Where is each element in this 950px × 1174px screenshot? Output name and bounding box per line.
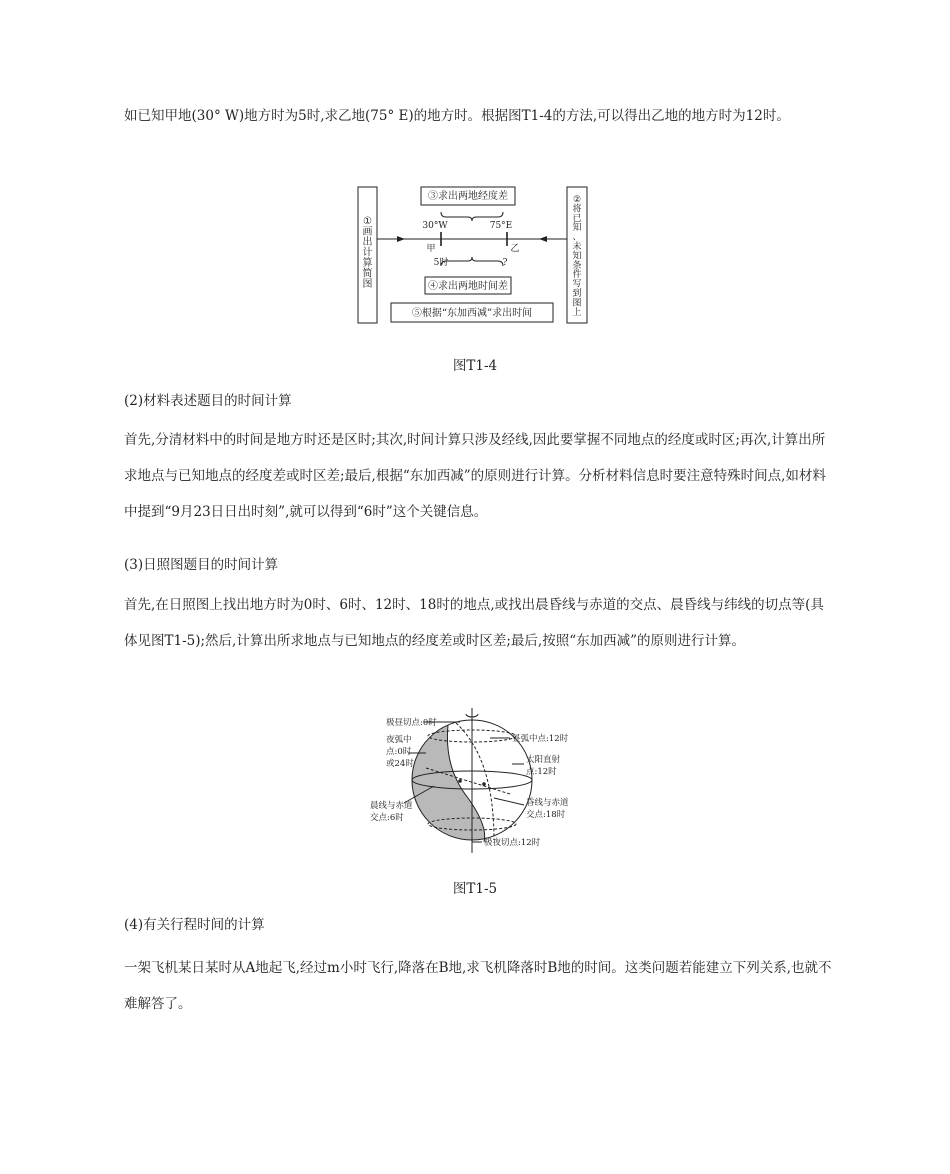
right-step-char: 、 (572, 232, 582, 243)
right-step-char: 知 (572, 251, 582, 262)
right-step-char: ② (572, 195, 582, 205)
right-step-char: 未 (572, 242, 582, 252)
right-step-char: 将 (572, 204, 582, 215)
night-mid-label-3: 或24时 (386, 759, 414, 769)
sun-label-1: 太阳直射 (526, 755, 561, 765)
bottom-step-text: ⑤根据“东加西减”求出时间 (411, 308, 533, 319)
illumination-paragraph: 首先,在日照图上找出地方时为0时、6时、12时、18时的地点,或找出晨昏线与赤道的交点、晨昏线与纬线的切点等(具体见图T1-5);然后,计算出所求地点与已知地点的经度差或时区差;最后,按照“东加西减”的原则进行计算。 (124, 597, 824, 649)
right-step-char: 已 (572, 213, 582, 224)
left-step-char: 计 (362, 247, 373, 259)
right-step-char: 上 (572, 307, 582, 318)
dawn-label-2: 交点:6时 (370, 813, 404, 823)
place-a-label: 甲 (426, 244, 436, 254)
right-step-char: 条 (572, 260, 582, 271)
left-step-char: 画 (362, 226, 373, 238)
night-mid-label-2: 点:0时 (386, 747, 412, 757)
left-step-char: ① (363, 216, 372, 227)
heading-2: (2)材料表述题目的时间计算 (124, 393, 292, 409)
right-step-char: 写 (572, 279, 582, 290)
figure2-caption: 图T1-5 (452, 881, 498, 897)
material-paragraph: 首先,分清材料中的时间是地方时还是区时;其次,时间计算只涉及经线,因此要掌握不同地点的经度或时区;再次,计算出所求地点与已知地点的经度差或时区差;最后,根据“东加西减”的原则进行计算。分析材料信息时要注意特殊时间点,如材料中提到“9月23日日出时刻”,就可以得到“6时”这个关键信息。 (124, 432, 826, 520)
dawn-label-1: 晨线与赤道 (370, 801, 413, 811)
left-step-char: 图 (362, 279, 373, 290)
figure1-caption: 图T1-4 (452, 358, 498, 374)
figure-t1-5 (364, 708, 594, 853)
time-a-label: 5时 (433, 258, 449, 268)
figure-t1-4 (355, 184, 595, 326)
left-step-char: 出 (362, 237, 373, 248)
travel-paragraph: 一架飞机某日某时从A地起飞,经过m小时飞行,降落在B地,求飞机降落时B地的时间。这类问题若能建立下列关系,也就不难解答了。 (124, 960, 832, 1012)
right-step-char: 图 (572, 298, 582, 309)
day-mid-label: 昼弧中点:12时 (512, 734, 569, 744)
right-step-char: 件 (572, 270, 582, 281)
right-step-char: 到 (572, 289, 582, 299)
sun-label-2: 点:12时 (526, 767, 557, 777)
right-step-char: 知 (572, 223, 582, 234)
dusk-label-1: 昏线与赤道 (526, 798, 569, 808)
left-step-char: 算 (362, 258, 373, 269)
time-b-label: ? (502, 258, 508, 268)
pole-top-label: 极昼切点:0时 (386, 718, 437, 728)
intro-paragraph: 如已知甲地(30° W)地方时为5时,求乙地(75° E)的地方时。根据图T1-4的方法,可以得出乙地的地方时为12时。 (124, 108, 790, 124)
lon-a-label: 30°W (422, 221, 448, 231)
left-step-char: 简 (362, 268, 373, 280)
lon-b-label: 75°E (489, 221, 513, 231)
top-step-text: ③求出两地经度差 (428, 191, 508, 202)
heading-3: (3)日照图题目的时间计算 (124, 557, 279, 573)
place-b-label: 乙 (510, 244, 520, 254)
heading-4: (4)有关行程时间的计算 (124, 917, 265, 933)
dusk-label-2: 交点:18时 (526, 810, 566, 820)
night-mid-label-1: 夜弧中 (386, 735, 412, 745)
pole-bottom-label: 极夜切点:12时 (484, 838, 541, 848)
mid-step-text: ④求出两地时间差 (428, 281, 508, 292)
